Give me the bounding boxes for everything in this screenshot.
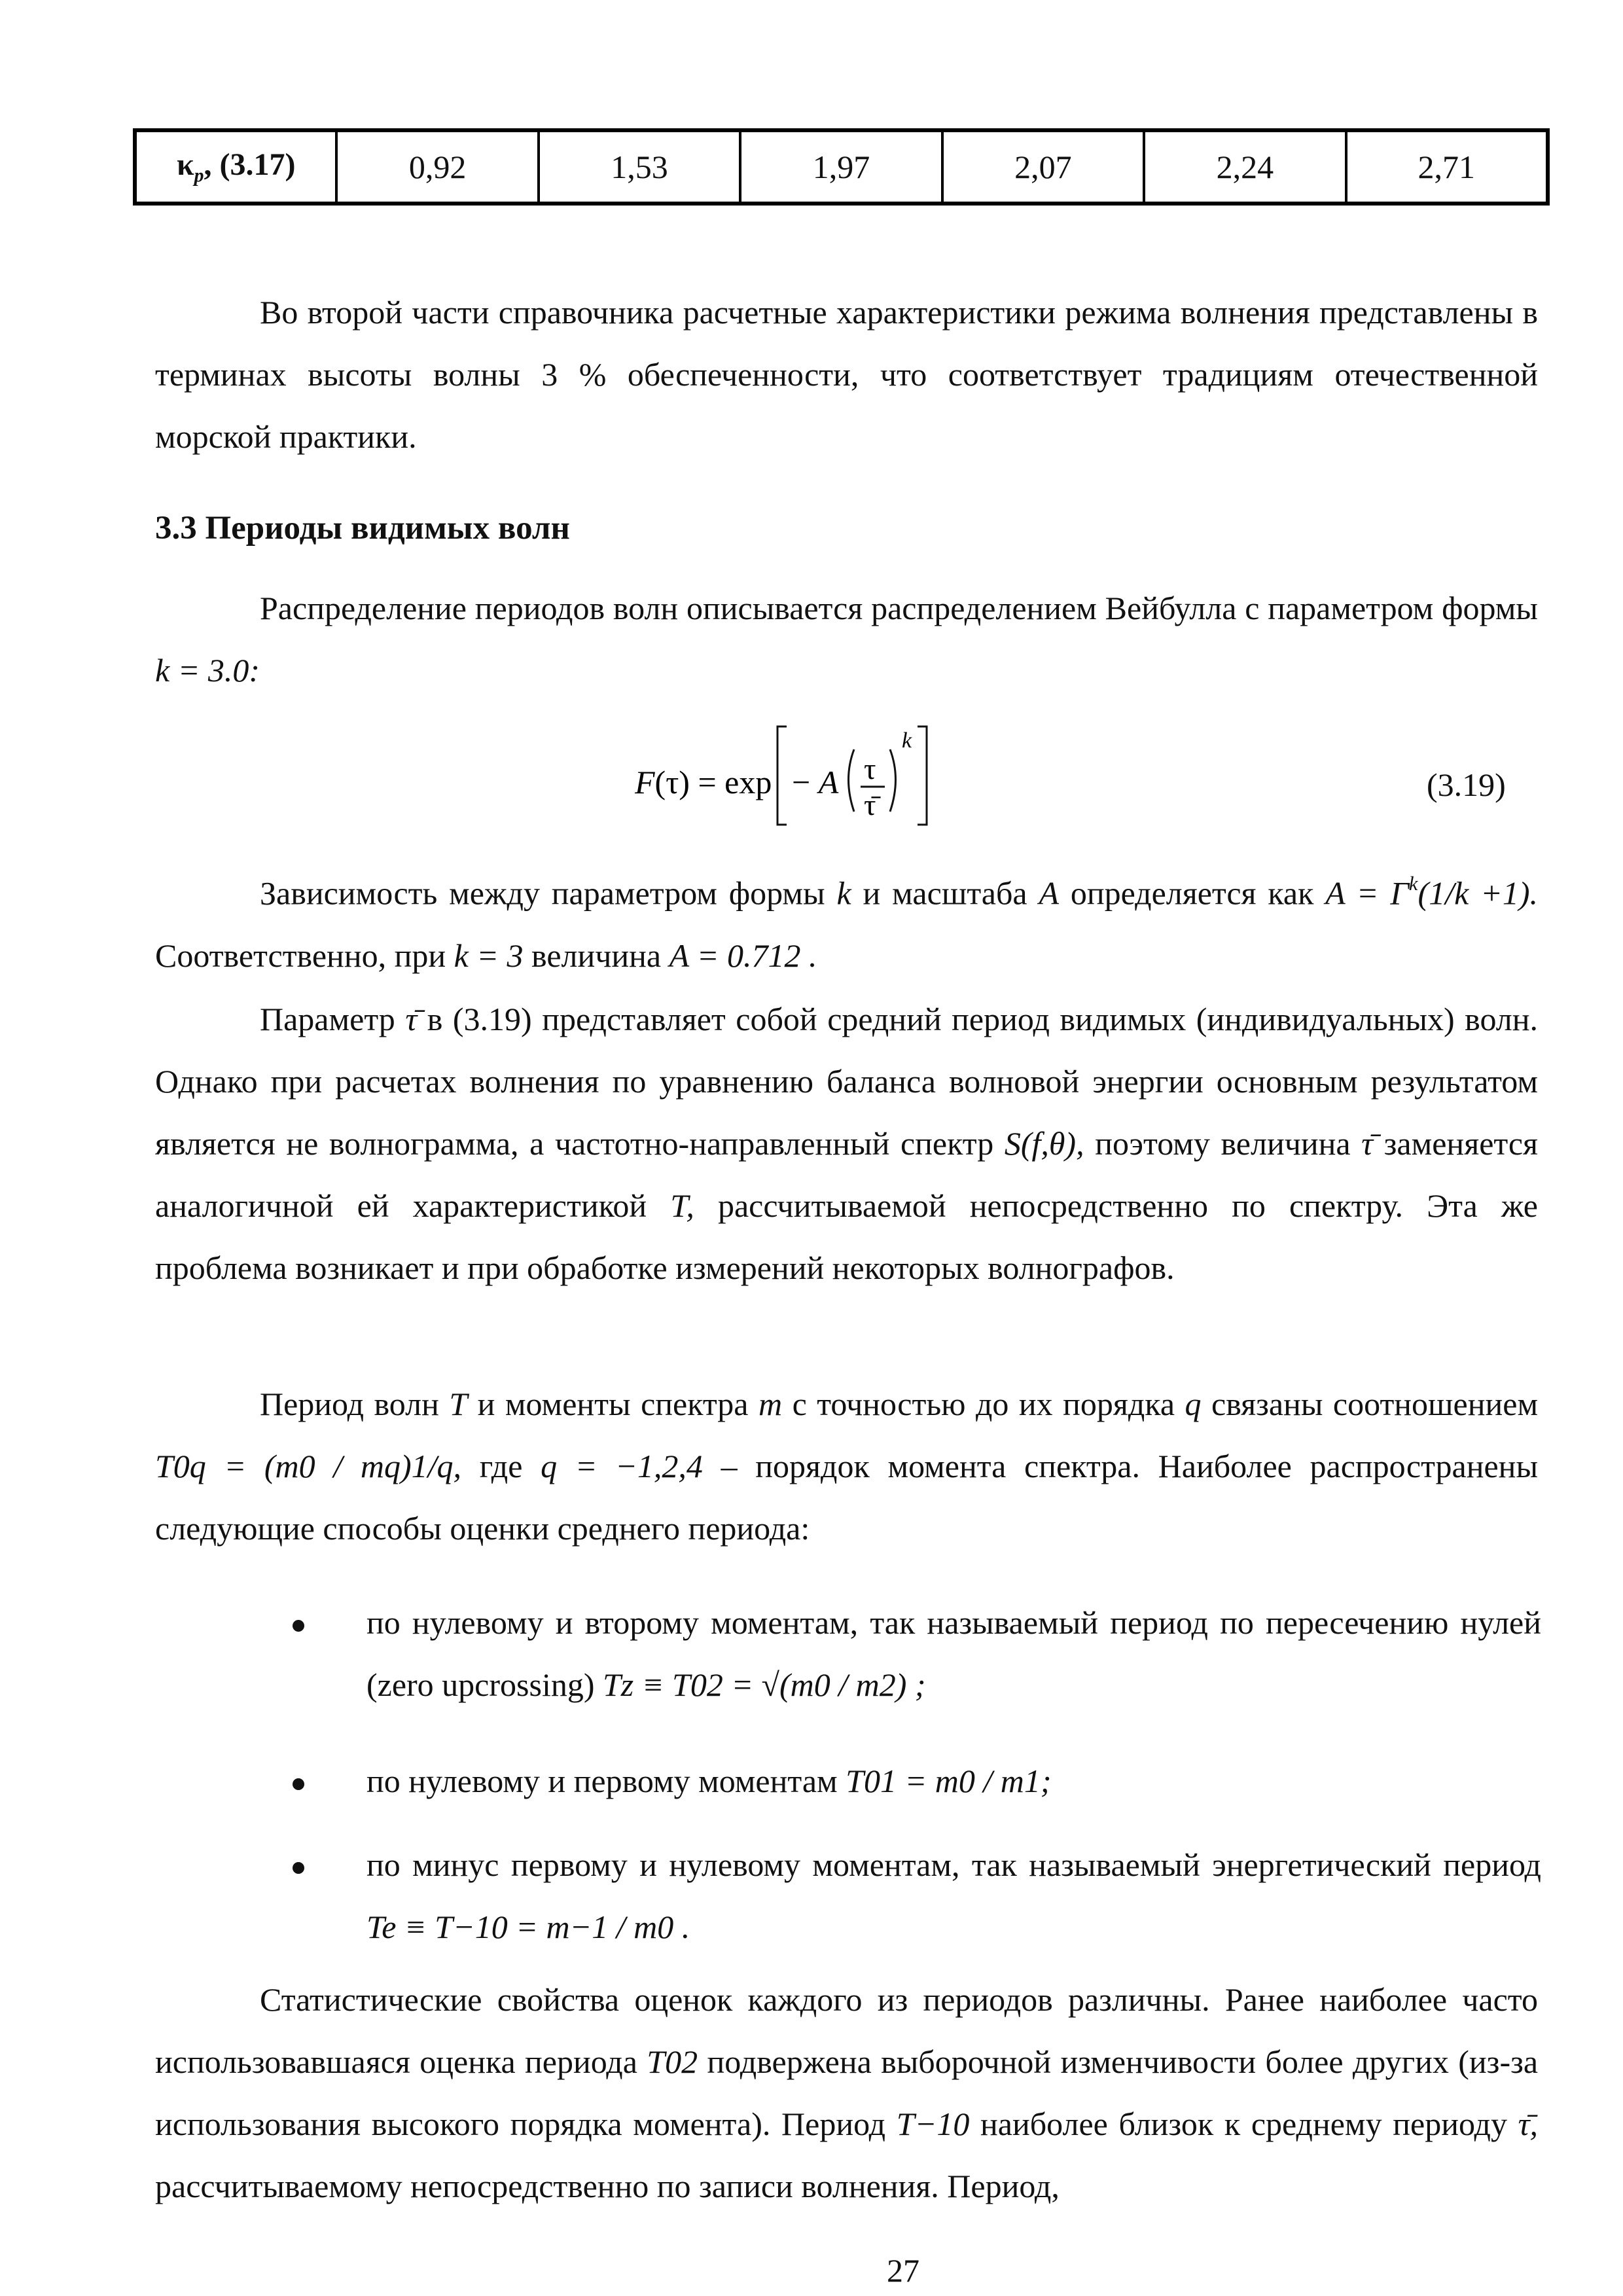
table-cell: 0,92 [336, 130, 538, 204]
formula-gamma-sup: k [1408, 872, 1418, 895]
var-k: k [836, 874, 851, 912]
var-tau-bar: τ̄ [405, 1001, 418, 1037]
formula-lhs: F(τ) = exp [635, 764, 772, 800]
formula-3-19-svg [635, 713, 1001, 838]
paragraph-2-text: Распределение периодов волн описывается распределением Вейбулла с параметром формы [260, 590, 1538, 626]
paragraph-2 [155, 577, 1538, 702]
paragraph-5 [155, 1373, 1538, 1560]
paragraph-4 [155, 988, 1538, 1299]
var-a: A [1039, 874, 1059, 912]
text: Период волн [260, 1386, 439, 1422]
text: с точностью до их порядка [792, 1386, 1175, 1422]
right-paren [890, 749, 896, 812]
var-q: q [1185, 1386, 1202, 1422]
equation-number: (3.19) [1427, 766, 1506, 803]
text: рассчитываемому непосредственно по записи волнения. Период, [155, 2168, 1060, 2204]
bullet-dot [293, 1620, 304, 1632]
table-cell: 1,97 [740, 130, 942, 204]
var-t-10: T−10 [896, 2106, 970, 2142]
formula-3-19 [635, 713, 1001, 838]
formula-q-values: q = −1,2,4 [541, 1448, 703, 1484]
text: – порядок момента спектра. Наиболее распространены следующие способы оценки среднего периода: [155, 1448, 1539, 1547]
var-t: T, [670, 1187, 694, 1224]
text: и моменты спектра [477, 1386, 749, 1422]
text: по минус первому и нулевому моментам, так называемый энергетический период [366, 1846, 1541, 1883]
table-row-label: $\kappa_p$, (3.17) [135, 130, 336, 204]
text: связаны соотношением [1211, 1386, 1539, 1422]
text: рассчитываемой непосредственно по спектру. Эта же проблема возникает и при обработке измерений некоторых волнографов. [155, 1187, 1538, 1286]
right-bracket [918, 726, 927, 825]
bullet-item-3 [366, 1834, 1541, 1958]
var-t02: T02 [647, 2043, 698, 2080]
left-paren [849, 749, 855, 812]
var-t: T [449, 1386, 468, 1422]
bullet-dot [293, 1778, 304, 1790]
text: заменяется аналогичной ей характеристикой [155, 1125, 1539, 1224]
var-m: m [758, 1386, 783, 1422]
formula-t01: T01 = m0 / m1; [846, 1763, 1052, 1799]
formula-a-value: A = 0.712 . [669, 937, 817, 974]
paragraph-3 [155, 852, 1538, 987]
text: определяется как [1070, 874, 1314, 912]
formula-te: Te ≡ T−10 = m−1 / m0 . [366, 1909, 690, 1945]
formula-gamma-rest: (1/k +1). [1418, 874, 1539, 912]
section-heading: 3.3 Периоды видимых волн [155, 510, 570, 547]
paragraph-6 [155, 1969, 1538, 2217]
formula-k3: k = 3 [454, 937, 524, 974]
formula-t0q: T0q = (m0 / mq)1/q, [155, 1448, 462, 1484]
bullet-item-2 [366, 1750, 1541, 1812]
text: поэтому величина [1095, 1125, 1351, 1162]
text: Параметр [260, 1001, 395, 1037]
var-tau-bar: τ̄ [1361, 1125, 1374, 1162]
text: по нулевому и второму моментам, так называемый период по пересечению нулей (zero upcrossing) [366, 1604, 1541, 1703]
text: в (3.19) представляет собой средний период видимых (индивидуальных) волн. Однако при расчетах волнения по уравнению баланса волновой энергии основным результатом является не волнограмма, а частотно-направленный спектр [155, 1001, 1538, 1162]
table-row [135, 130, 1548, 204]
table-cell: 1,53 [539, 130, 740, 204]
text: величина [531, 937, 662, 974]
fraction-numerator: τ [864, 752, 876, 785]
left-bracket [777, 726, 787, 825]
text: Статистические свойства оценок каждого из периодов различны. Ранее наиболее часто использовавшаяся оценка периода [155, 1981, 1538, 2080]
table-cell: 2,71 [1346, 130, 1548, 204]
text: по нулевому и первому моментам [366, 1763, 838, 1799]
text: подвержена выборочной изменчивости более других (из-за использования высокого порядка момента). Период [155, 2043, 1539, 2142]
text: и масштаба [863, 874, 1027, 912]
fraction-denominator: τ̄ [864, 788, 876, 821]
table-cell: 2,07 [942, 130, 1144, 204]
text: где [479, 1448, 523, 1484]
coefficients-table [133, 128, 1550, 206]
bullet-item-1 [366, 1592, 1541, 1716]
text: Зависимость между параметром формы [260, 874, 825, 912]
paragraph-1: Во второй части справочника расчетные характеристики режима волнения представлены в терминах высоты волны 3 % обеспеченности, что соответствует традициям отечественной морской практики. [155, 294, 1538, 455]
page-number: 27 [887, 2252, 919, 2289]
shape-parameter: k = 3.0: [155, 652, 260, 689]
text: Соответственно, при [155, 937, 446, 974]
formula-tz: Tz ≡ T02 = √(m0 / m2) ; [603, 1666, 926, 1703]
text: наиболее близок к среднему периоду [980, 2106, 1507, 2142]
formula-exponent: k [902, 728, 912, 753]
bullet-dot [293, 1862, 304, 1874]
formula-gamma: A = Γ [1325, 874, 1409, 912]
table-cell: 2,24 [1144, 130, 1346, 204]
var-tau-bar: τ̄, [1518, 2106, 1539, 2142]
var-spectrum: S(f,θ), [1004, 1125, 1084, 1162]
formula-minus-a: − A [792, 764, 839, 800]
